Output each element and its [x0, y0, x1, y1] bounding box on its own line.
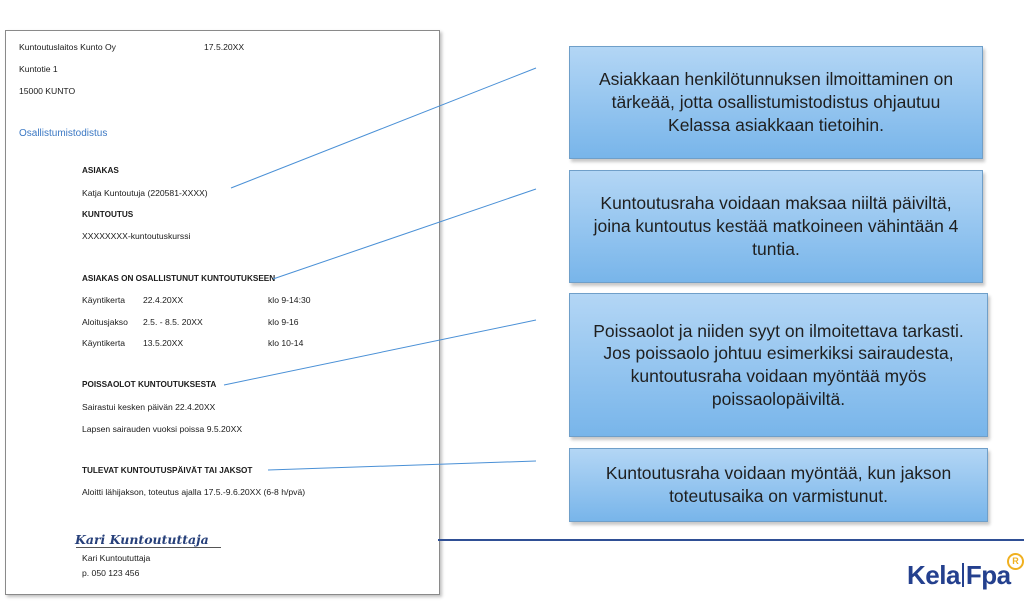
absence-heading: POISSAOLOT KUNTOUTUKSESTA	[82, 380, 217, 389]
callout-duration	[569, 170, 983, 283]
absence-line: Sairastui kesken päivän 22.4.20XX	[82, 402, 216, 412]
callout-text: Kuntoutusraha voidaan myöntää, kun jakson	[605, 463, 952, 484]
signer-phone: p. 050 123 456	[82, 568, 140, 578]
callout-personal-id	[569, 46, 983, 159]
connector-line	[268, 461, 536, 470]
client-heading: ASIAKAS	[82, 166, 119, 175]
callout-text: Kuntoutusraha voidaan maksaa niiltä päiviltä, joina kuntoutus kestää matkoineen vähintään 4 tuntia.	[593, 193, 959, 259]
client-value: Katja Kuntoutuja (220581-XXXX)	[82, 188, 208, 198]
registered-badge-icon: R	[1007, 553, 1024, 570]
visit-label: Käyntikerta	[82, 338, 125, 348]
signer-name: Kari Kuntoututtaja	[82, 553, 151, 563]
visit-time: klo 9-16	[268, 317, 299, 327]
absence-line: Lapsen sairauden vuoksi poissa 9.5.20XX	[82, 424, 243, 434]
connector-line	[273, 189, 536, 279]
callout-text: Poissaolot ja niiden syyt on ilmoitettava tarkasti. Jos poissaolo johtuu esimerkiksi sairaudesta, kuntoutusraha voidaan myöntää myös poissaolopäiviltä.	[593, 320, 964, 409]
rehab-heading: KUNTOUTUS	[82, 210, 134, 219]
visit-date: 2.5. - 8.5. 20XX	[143, 317, 203, 327]
visit-date: 13.5.20XX	[143, 338, 184, 348]
visit-time: klo 10-14	[268, 338, 304, 348]
upcoming-heading: TULEVAT KUNTOUTUSPÄIVÄT TAI JAKSOT	[82, 466, 253, 475]
street-address: Kuntotie 1	[19, 64, 58, 74]
callout-schedule	[569, 448, 988, 522]
footer-rule	[438, 539, 1024, 541]
callout-text: Asiakkaan	[598, 69, 685, 90]
callout-text: ilmoittaminen on tärkeää, jotta osallistumistodistus ohjautuu Kelassa asiakkaan tietoihin.	[611, 69, 954, 135]
postal-address: 15000 KUNTO	[19, 86, 76, 96]
connector-line	[231, 68, 536, 188]
logo-text-right: Fpa	[965, 560, 1011, 590]
connector-line	[224, 317, 536, 385]
company-name: Kuntoutuslaitos Kunto Oy	[19, 42, 116, 52]
handwritten-signature: Kari Kuntoututtaja	[75, 532, 209, 547]
logo-separator	[962, 563, 964, 587]
participation-heading: ASIAKAS ON OSALLISTUNUT KUNTOUTUKSEEN	[82, 274, 276, 283]
rehab-value: XXXXXXXX-kuntoutuskurssi	[82, 231, 191, 241]
visit-date: 22.4.20XX	[143, 295, 184, 305]
document-date: 17.5.20XX	[204, 42, 245, 52]
visit-label: Käyntikerta	[82, 295, 125, 305]
callout-emphasis: henkilötunnuksen	[684, 69, 821, 90]
callout-text: on varmistunut.	[763, 486, 888, 506]
logo-text-left: Kela	[907, 560, 960, 590]
upcoming-value: Aloitti lähijakson, toteutus ajalla 17.5.-9.6.20XX (6-8 h/pvä)	[82, 487, 306, 497]
kela-fpa-logo	[907, 560, 1011, 591]
visit-time: klo 9-14:30	[268, 295, 311, 305]
document-title: Osallistumistodistus	[19, 128, 108, 139]
callout-emphasis: toteutusaika	[669, 486, 764, 506]
callout-absences	[569, 293, 988, 437]
visit-label: Aloitusjakso	[82, 317, 128, 327]
